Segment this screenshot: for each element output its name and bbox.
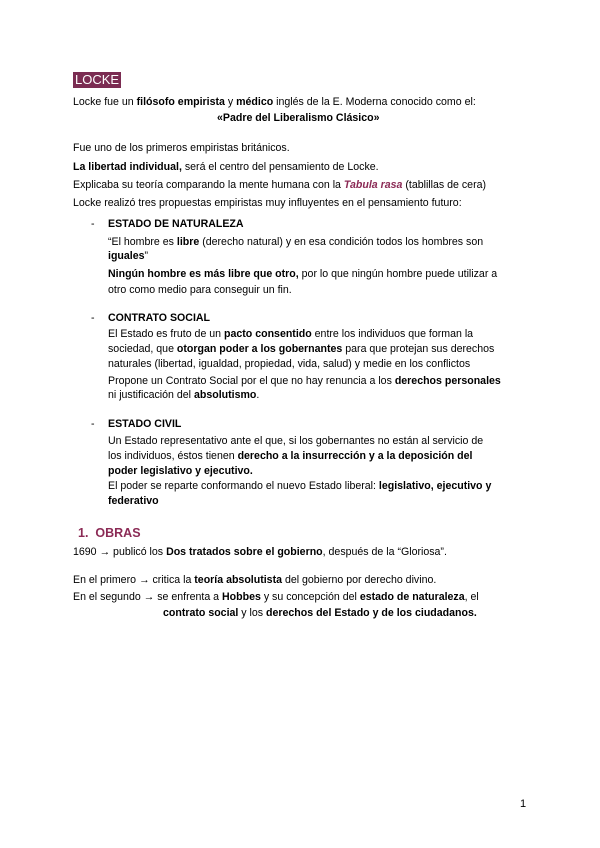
paragraph-3	[73, 179, 486, 192]
obras-line-2	[73, 574, 436, 587]
intro-text-3: inglés de la E. Moderna conocido como el:	[273, 96, 476, 108]
o1-c: , después de la “Gloriosa”.	[322, 546, 447, 558]
s2-l5c: .	[256, 389, 260, 401]
s1-l2c: ”	[144, 250, 149, 262]
s2-line-3: naturales (libertad, igualdad, propiedad, vida, salud) y medie en los conflictos	[108, 358, 471, 370]
paragraph-3-text-1: Explicaba su teoría comparando la mente humana con la	[73, 179, 344, 191]
o2-a: En el primero → critica la	[73, 574, 195, 586]
section-heading-naturaleza: ESTADO DE NATURALEZA	[108, 218, 244, 230]
o3-a: En el segundo → se enfrenta a	[73, 591, 223, 603]
s2-l4a: Propone un Contrato Social por el que no hay renuncia a los	[108, 375, 395, 387]
s2-l1a: El Estado es fruto de un	[108, 328, 225, 340]
s3-l5b: federativo	[108, 495, 159, 507]
intro-bold-2: médico	[236, 96, 274, 108]
s2-l1c: entre los individuos que forman la	[311, 328, 474, 340]
bullet-2: -	[91, 312, 95, 324]
s3-line-5	[108, 495, 159, 508]
bullet-1: -	[91, 218, 95, 230]
intro-bold-1: filósofo empirista	[136, 96, 225, 108]
s1-line-2	[108, 250, 148, 263]
o4-c: y los	[238, 607, 267, 619]
intro-text-2: y	[224, 96, 237, 108]
s2-l5a: ni justificación del	[108, 389, 194, 401]
s1-l2b: iguales	[108, 250, 145, 262]
s1-l1a: “El hombre es	[108, 236, 177, 248]
paragraph-4: Locke realizó tres propuestas empiristas muy influyentes en el pensamiento futuro:	[73, 197, 462, 209]
s1-line-4: otro como medio para conseguir un fin.	[108, 284, 292, 296]
obras-number: 1.	[78, 526, 89, 540]
s1-line-1	[108, 236, 483, 249]
section-heading-civil: ESTADO CIVIL	[108, 418, 182, 430]
tabula-rasa: Tabula rasa	[343, 179, 403, 191]
s3-l4a: El poder se reparte conformando el nuevo Estado liberal:	[108, 480, 379, 492]
s2-l2b: otorgan poder a los gobernantes	[176, 343, 343, 355]
intro-line	[73, 96, 476, 109]
s3-line-3	[108, 465, 253, 478]
s1-l3c: por lo que ningún hombre puede utilizar a	[298, 268, 498, 280]
paragraph-2	[73, 161, 379, 174]
o1-a: 1690 → publicó los	[73, 546, 167, 558]
o2-c: del gobierno por derecho divino.	[282, 574, 437, 586]
o3-c: y su concepción del	[260, 591, 360, 603]
paragraph-1: Fue uno de los primeros empiristas británicos.	[73, 142, 290, 154]
obras-line-4	[163, 607, 477, 620]
s3-line-1: Un Estado representativo ante el que, si los gobernantes no están al servicio de	[108, 435, 484, 447]
o2-b: teoría absolutista	[194, 574, 282, 586]
s2-l1b: pacto consentido	[224, 328, 312, 340]
s1-l1c: (derecho natural) y en esa condición todos los hombres son	[199, 236, 484, 248]
o3-d: , el	[464, 591, 479, 603]
s2-line-2	[108, 343, 494, 356]
s3-line-4	[108, 480, 491, 493]
s3-l4b: legislativo, ejecutivo y	[378, 480, 492, 492]
obras-heading	[78, 526, 141, 542]
s2-line-4	[108, 375, 501, 388]
s3-line-2	[108, 450, 472, 463]
obras-line-1	[73, 546, 447, 559]
o4-b1: contrato social	[163, 607, 239, 619]
s2-l2a: sociedad, que	[108, 343, 177, 355]
o3-b2: estado de naturaleza	[359, 591, 465, 603]
epithet-text: «Padre del Liberalismo Clásico»	[217, 112, 380, 124]
paragraph-2-bold: La libertad individual,	[73, 161, 182, 173]
page-title: LOCKE	[75, 72, 120, 87]
s3-l3b: poder legislativo y ejecutivo.	[108, 465, 253, 477]
s2-line-1	[108, 328, 473, 341]
obras-title: OBRAS	[95, 526, 141, 540]
paragraph-3-text-2: (tablillas de cera)	[402, 179, 487, 191]
s2-l2c: para que protejan sus derechos	[342, 343, 495, 355]
obras-line-3	[73, 591, 479, 604]
s3-l2b: derecho a la insurrección y a la deposición del	[237, 450, 473, 462]
o1-b: Dos tratados sobre el gobierno	[166, 546, 323, 558]
section-heading-contrato: CONTRATO SOCIAL	[108, 312, 211, 324]
s2-line-5	[108, 389, 259, 402]
s1-line-3	[108, 268, 497, 281]
s1-l1b: libre	[176, 236, 200, 248]
o4-b2: derechos del Estado y de los ciudadanos.	[266, 607, 477, 619]
epithet	[217, 112, 380, 125]
intro-text-1: Locke fue un	[73, 96, 137, 108]
page-number: 1	[520, 798, 527, 810]
s2-l5b: absolutismo	[193, 389, 257, 401]
s1-l3b: Ningún hombre es más libre que otro,	[108, 268, 299, 280]
s2-l4b: derechos personales	[394, 375, 501, 387]
paragraph-2-rest: será el centro del pensamiento de Locke.	[181, 161, 379, 173]
bullet-3: -	[91, 418, 95, 430]
o3-b1: Hobbes	[222, 591, 261, 603]
s3-l2a: los individuos, éstos tienen	[108, 450, 238, 462]
